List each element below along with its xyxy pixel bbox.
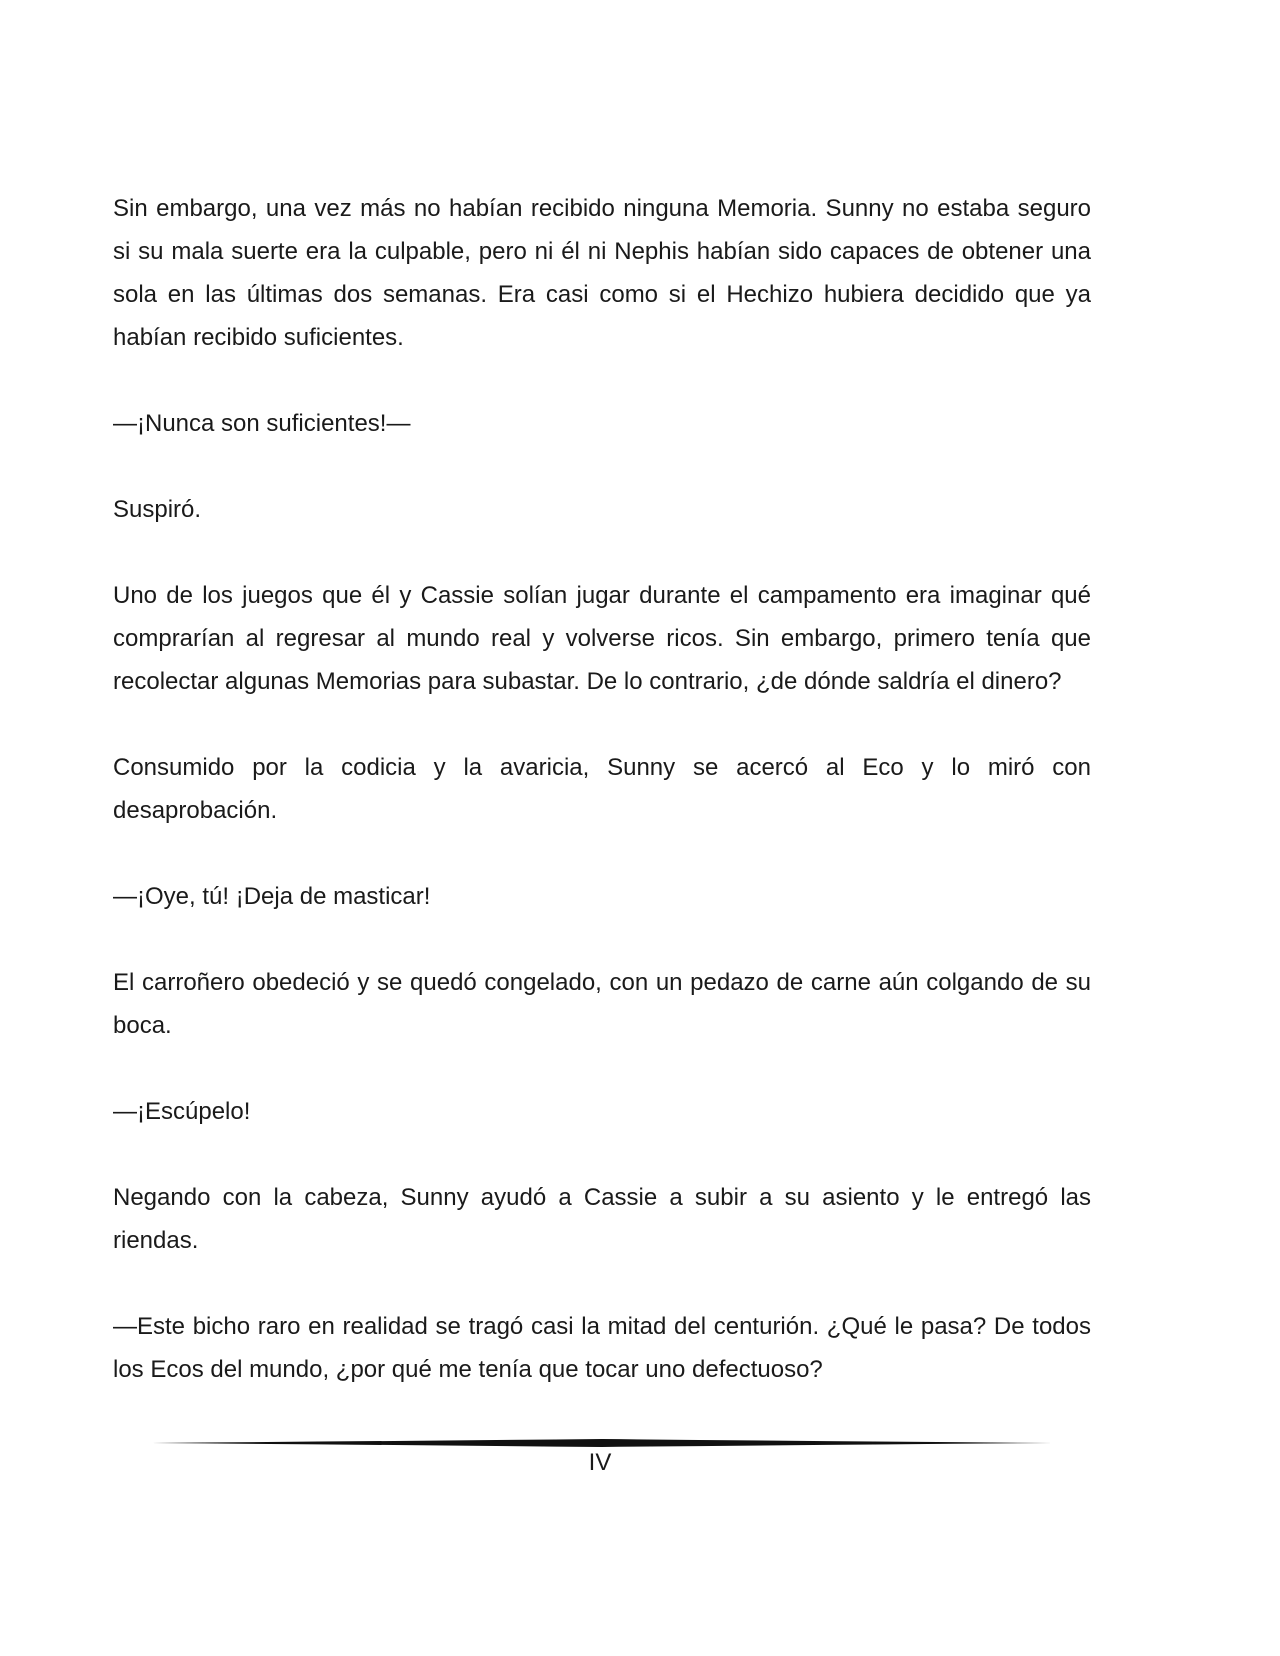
page-divider-ornament (152, 1438, 1052, 1448)
paragraph: Consumido por la codicia y la avaricia, Sunny se acercó al Eco y lo miró con desaprobación. (113, 754, 1091, 824)
page-number: IV (588, 1449, 612, 1476)
dialogue-line: —¡Oye, tú! ¡Deja de masticar! (113, 883, 431, 910)
paragraph: Suspiró. (113, 496, 202, 523)
paragraph: Negando con la cabeza, Sunny ayudó a Cassie a subir a su asiento y le entregó las riendas. (113, 1184, 1091, 1254)
dialogue-line: —¡Escúpelo! (113, 1098, 251, 1125)
paragraph: Uno de los juegos que él y Cassie solían jugar durante el campamento era imaginar qué comprarían al regresar al mundo real y volverse ricos. Sin embargo, primero tenía que recolectar algunas Memorias para subastar. De lo contrario, ¿de dónde saldría el dinero? (113, 582, 1091, 695)
dialogue-line: —¡Nunca son suficientes!— (113, 410, 411, 437)
paragraph: Sin embargo, una vez más no habían recibido ninguna Memoria. Sunny no estaba seguro si su mala suerte era la culpable, pero ni él ni Nephis habían sido capaces de obtener una sola en las últimas dos semanas. Era casi como si el Hechizo hubiera decidido que ya habían recibido suficientes. (113, 195, 1091, 351)
paragraph: El carroñero obedeció y se quedó congelado, con un pedazo de carne aún colgando de su boca. (113, 969, 1091, 1039)
dialogue-line: —Este bicho raro en realidad se tragó casi la mitad del centurión. ¿Qué le pasa? De todos los Ecos del mundo, ¿por qué me tenía que tocar uno defectuoso? (113, 1313, 1091, 1383)
body-text (113, 187, 1091, 1434)
